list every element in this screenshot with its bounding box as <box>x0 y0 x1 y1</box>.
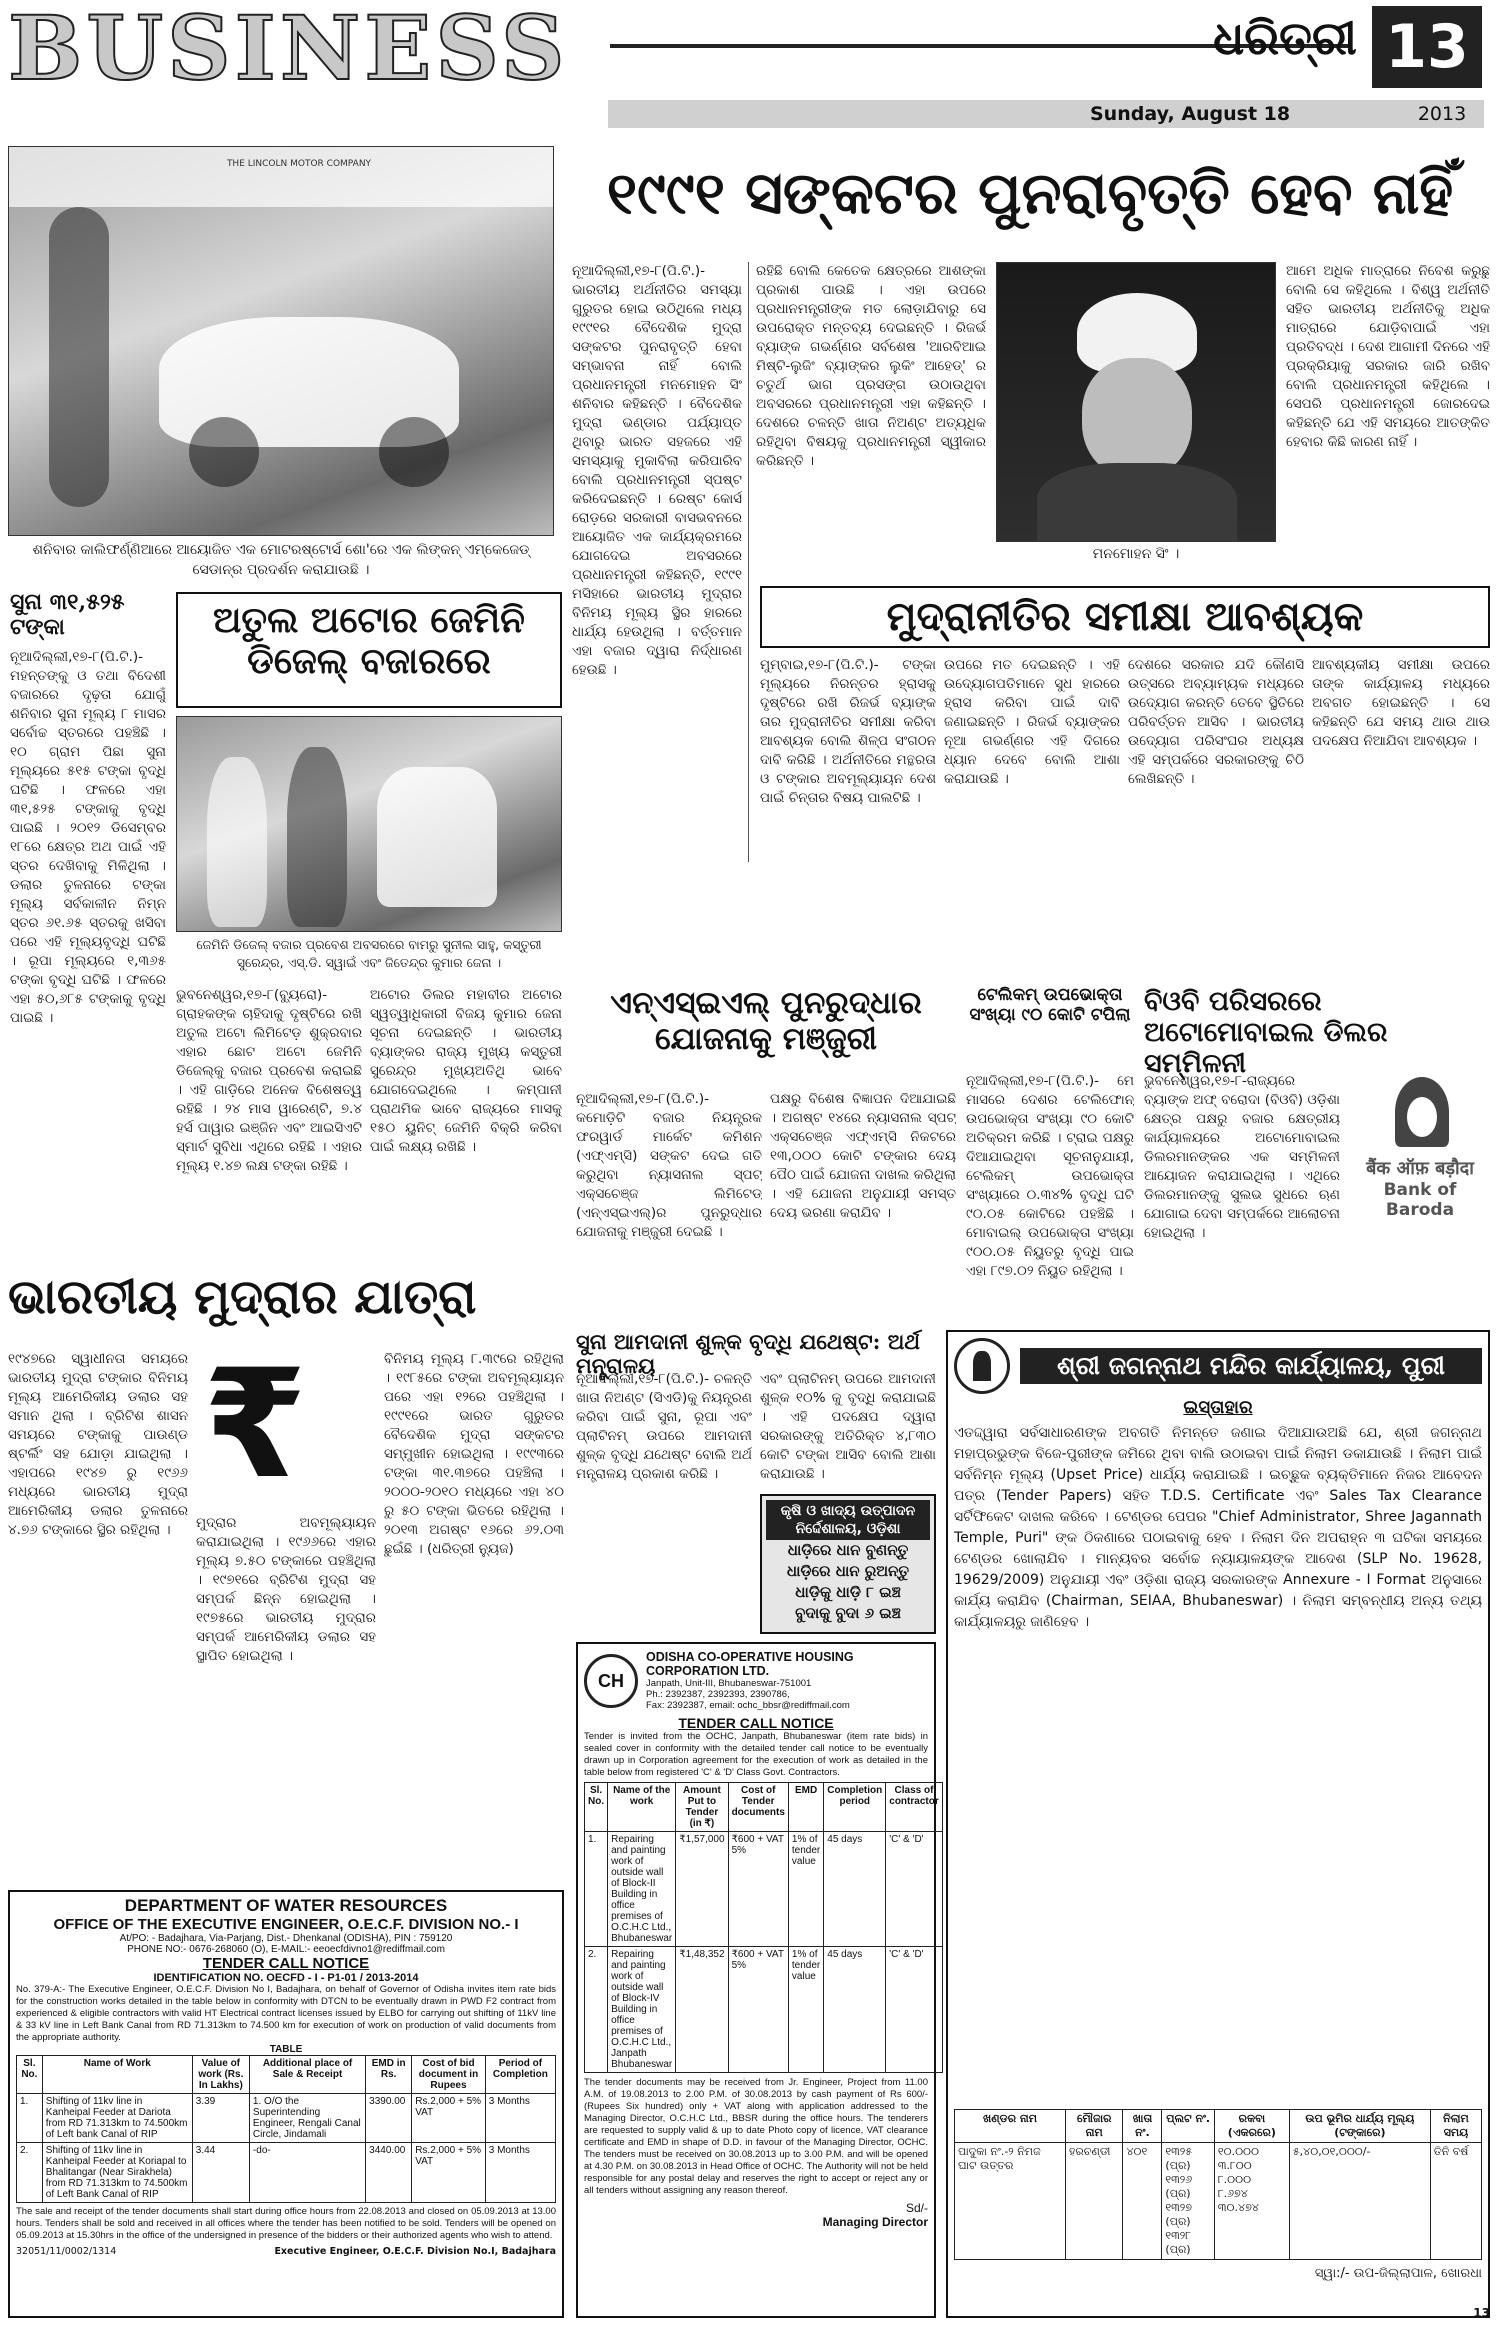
atul-launch-photo <box>176 716 562 932</box>
ohc-tender-notice <box>576 1642 939 2318</box>
table-row <box>955 2142 1482 2259</box>
ohc-logo-icon: CH <box>584 1654 638 1708</box>
dowr-address: At/PO: - Badajhara, Via-Parjang, Dist.- Dhenkanal (ODISHA), PIN : 759120 <box>119 1933 453 1944</box>
table-cell: 3.44 <box>192 2143 249 2203</box>
lead-col-3: ଆମେ ଅଧିକ ମାତ୍ରାରେ ନିବେଶ କରୁଛୁ ବୋଲି ସେ କହିଥିଲେ । ବିଶ୍ୱ ଅର୍ଥନୀତି ସହିତ ଭାରତୀୟ ଅର୍ଥନୀତିକୁ ଅଧିକ ମାତ୍ରାରେ ଯୋଡ଼ିବାପାଇଁ ଏହା ପ୍ରତିବଦ୍ଧ । ଦେଶ ଆଗାମୀ ଦିନରେ ଏହି ପ୍ରକ୍ରିୟାକୁ ସରକାର ଜାରି ରଖିବ ବୋଲି ପ୍ରଧାନମନ୍ତ୍ରୀ କହିଥିଲେ । ସେପରି ପ୍ରଧାନମନ୍ତ୍ରୀ ଜୋରଦେଇ କହିଛନ୍ତି ଯେ ଏହି ସମୟରେ ଆତଙ୍କିତ ହେବାର କିଛି କାରଣ ନାହିଁ । <box>1286 263 1490 450</box>
dowr-table <box>16 2055 556 2203</box>
bob-logo-icon <box>1365 1072 1475 1152</box>
lincoln-sign: THE LINCOLN MOTOR COMPANY <box>226 159 372 169</box>
nsel-col-2: ପକ୍ଷରୁ ବିଶେଷ ବିଜ୍ଞାପନ ଦିଆଯାଇଛି । ଅଗଷ୍ଟ ୧୪ରେ ନ୍ୟାସନାଲ ସ୍ପଟ୍ ଏକ୍ସଚେଞ୍ଜ ଏଫ୍‌ଏମ୍‌ସି ନିକଟରେ ୧୩,୦୦୦ କୋଟି ଟଙ୍କାର ଦେୟ ପୈଠ ପାଇଁ ଯୋଜନା ଦାଖଲ କରିଥିଲା । ଏହି ଯୋଜନା ଅନୁଯାୟୀ ସମସ୍ତ ଦେୟ ଭରଣା କରାଯିବ । <box>770 1091 956 1221</box>
table-cell: Shifting of 11kv line in Kanheipal Feeder at Koriapal to Bhalitangar (Near Sirakhela) from RD 71.313km to 74.500km of Left Bank Canal of RIP <box>42 2143 192 2203</box>
table-cell: ତିନି ବର୍ଷ <box>1430 2142 1481 2259</box>
date-bar <box>608 100 1484 128</box>
ohc-sign-2: Managing Director <box>822 2215 928 2229</box>
ohc-th: Amount Put to Tender (in ₹) <box>676 1783 728 1832</box>
table-cell: Repairing and painting work of outside wall of Block-IV Building in office premises of O.C.H.C Ltd., Janpath Bhubaneswar <box>608 1947 676 2073</box>
policy-headline: ମୁଦ୍ରାନୀତିର ସମୀକ୍ଷା ଆବଶ୍ୟକ <box>760 586 1490 648</box>
table-cell: ୫,୪୦,୦୧,୦୦୦/- <box>1289 2142 1430 2259</box>
bob-logo-block <box>1350 1072 1490 1232</box>
table-cell: Shifting of 11kv line in Kanheipal Feeder at Dariota from RD 71.313km to 74.500km of Left bank Canal of RIP <box>42 2094 192 2143</box>
table-row <box>585 1947 943 2073</box>
atul-col-1: ଭୁବନେଶ୍ୱର,୧୭-୮(ବ୍ୟୁରୋ)- ଗ୍ରାହକଙ୍କ ଚାହିଦାକୁ ଦୃଷ୍ଟିରେ ରଖି ଅତୁଲ ଅଟୋ ଲିମିଟେଡ଼ ଶୁକ୍ରବାର ଏହାର ଛୋଟ ଅଟୋ ଜେମିନି ଡିଜେଲ୍‌କୁ ବଜାର ପ୍ରବେଶ କରାଇଛି । ଏହି ଗାଡ଼ିରେ ଅନେକ ବିଶେଷତ୍ୱ ରହିଛି । ୨୪ ମାସ ୱାରେଣ୍ଟି, ୭.୪ ହର୍ସ ପାୱାର ଇଞ୍ଜିନ ଏବଂ ଆଇସିଏଟି ସ୍ମାର୍ଟ ସୁବିଧା ଏଥିରେ ରହିଛି । ଏହାର ମୂଲ୍ୟ ୧.୪୭ ଲକ୍ଷ ଟଙ୍କା ରହିଛି । <box>176 987 362 1174</box>
table-cell: 3440.00 <box>366 2143 412 2203</box>
temple-emblem-icon <box>954 1338 1010 1394</box>
gold-body: ନୂଆଦିଲ୍ଲୀ,୧୭-୮(ପି.ଟି.)- ମହନ୍ତଙ୍କୁ ଓ ତଥା ବିଦେଶୀ ବଜାରରେ ଦୃଢ଼ତା ଯୋଗୁଁ ଶନିବାର ସୁନା ମୂଲ୍ୟ ୮ ମାସର ସର୍ବୋଚ୍ଚ ସ୍ତରରେ ପହଞ୍ଚିଛି । ୧୦ ଗ୍ରାମ ପିଛା ସୁନା ମୂଲ୍ୟରେ ୫୧୫ ଟଙ୍କା ବୃଦ୍ଧି ଘଟିଛି । ଫଳରେ ଏହା ୩୧,୫୨୫ ଟଙ୍କାକୁ ବୃଦ୍ଧି ପାଇଛି । ୨୦୧୨ ଡିସେମ୍ବର ୧୮ରେ କ୍ଷେତ୍ର ଅଥ ପାଇଁ ଏହି ସ୍ତର ଦେଖିବାକୁ ମିଳିଥିଲା । ଡଲାର ତୁଳନାରେ ଟଙ୍କା ମୂଲ୍ୟ ସର୍ବକାଳୀନ ନିମ୍ନ ସ୍ତର ୬୧.୬୫ ସ୍ତରକୁ ଖସିବା ପରେ ଏହି ମୂଲ୍ୟବୃଦ୍ଧି ଘଟିଛି । ରୂପା ମୂଲ୍ୟରେ ୧,୩୬୫ ଟଙ୍କା ବୃଦ୍ଧି ଘଟିଛି । ଫଳରେ ଏହା ୫୦,୬୮୫ ଟଙ୍କାକୁ ବୃଦ୍ଧି ପାଇଛି । <box>10 649 166 1026</box>
table-cell: ₹600 + VAT 5% <box>728 1947 788 2073</box>
temple-th: ନିଲାମ ସମୟ <box>1430 2109 1481 2142</box>
table-cell: ୧୩୨୫ (ପ୍ର) ୧୩୨୬ (ପ୍ର) ୧୩୨୭ (ପ୍ର) ୧୩୨୮ (ପ୍ର) <box>1162 2142 1214 2259</box>
agri-line: ବୁଦାକୁ ବୁଦା ୬ ଇଞ୍ଚ <box>795 1604 901 1622</box>
dowr-signature: Executive Engineer, O.E.C.F. Division No.I, Badajhara <box>274 2246 556 2257</box>
dowr-tender-notice <box>8 1890 564 2318</box>
temple-headline: ଶ୍ରୀ ଜଗନ୍ନାଥ ମନ୍ଦିର କାର୍ଯ୍ୟାଳୟ, ପୁରୀ <box>1020 1348 1482 1385</box>
dowr-th: Cost of bid document in Rupees <box>412 2056 486 2094</box>
gold-duty-col-2: ଏବଂ ପ୍ଲାଟିନମ୍ ଉପରେ ଆମଦାନୀ ଶୁଳ୍କ ୧୦% କୁ ବୃଦ୍ଧି କରାଯାଇଛି । ଏହି ପଦକ୍ଷେପ ଦ୍ୱାରା ସରକାରଙ୍କୁ ଅତିରିକ୍ତ ୪,୮୩୦ କୋଟି ଟଙ୍କା ଆସିବ ବୋଲି ଆଶା କରାଯାଉଛି । <box>760 1371 936 1482</box>
agri-line: ଧାଡ଼ିକୁ ଧାଡ଼ି ୮ ଇଞ୍ଚ <box>795 1583 901 1601</box>
ohc-org: ODISHA CO-OPERATIVE HOUSING CORPORATION LTD. <box>646 1650 854 1678</box>
lead-col-2: ରହିଛି ବୋଲି କେତେକ କ୍ଷେତ୍ରରେ ଆଶଙ୍କା ପ୍ରକାଶ ପାଉଛି । ଏହା ଉପରେ ପ୍ରଧାନମନ୍ତ୍ରୀଙ୍କ ମତ ଲୋଡ଼ାଯିବାରୁ ସେ ଉପରୋକ୍ତ ମନ୍ତବ୍ୟ ଦେଇଛନ୍ତି । ରିଜର୍ଭ ବ୍ୟାଙ୍କ ଗଭର୍ଣ୍ଣର ସର୍ବଶେଷ 'ଆରବିଆଇ ମିଷ୍ଟି-ଲୁଜିଂ ବ୍ୟାଙ୍କର ଲୁକିଂ ଆହେଡ୍' ର ଚତୁର୍ଥ ଭାଗ ପ୍ରସଙ୍ଗ ଉଠାଉଥିବା ଅବସରରେ ପ୍ରଧାନମନ୍ତ୍ରୀ ଏହା କହିଛନ୍ତି । ଦେଶରେ ଚଳନ୍ତି ଖାତା ନିଅଣ୍ଟ ଅତ୍ୟଧିକ ରହିଥିବା ବିଷୟକୁ ପ୍ରଧାନମନ୍ତ୍ରୀ ସ୍ୱୀକାର କରିଛନ୍ତି । <box>756 263 986 469</box>
policy-col-4: ଆବଶ୍ୟକୀୟ ସମୀକ୍ଷା ଉପରେ ତାଙ୍କ କାର୍ଯ୍ୟାଳୟ ମଧ୍ୟରେ ଅବଗତ ହୋଇଛନ୍ତି । ସେ କହିଛନ୍ତି ଯେ ସମୟ ଥାଉ ଥାଉ ପଦକ୍ଷେପ ନିଆଯିବା ଆବଶ୍ୟକ । <box>1312 657 1490 749</box>
atul-photo-caption: ଜେମିନି ଡିଜେଲ୍ ବଜାର ପ୍ରବେଶ ଅବସରରେ ବାମରୁ ସୁନୀଲ ସାହୁ, କସ୍ତୁରୀ ସୁରେନ୍ଦ୍ର, ଏସ୍.ଡି. ସ୍ୱାଇଁ ଏବଂ ଜିତେନ୍ଦ୍ର କୁମାର ଜେନା । <box>196 937 542 970</box>
manmohan-portrait <box>996 262 1276 542</box>
gold-headline: ସୁନା ୩୧,୫୨୫ ଟଙ୍କା <box>10 589 125 641</box>
ohc-table <box>584 1782 943 2073</box>
table-cell: ₹600 + VAT 5% <box>728 1832 788 1947</box>
dowr-ref: 32051/11/0002/1314 <box>16 2246 117 2257</box>
table-cell: 3.39 <box>192 2094 249 2143</box>
car-photo-caption: ଶନିବାର କାଲିଫର୍ଣ୍ଣିଆରେ ଆୟୋଜିତ ଏକ ମୋଟରଷ୍ଟୋର୍ସ ଶୋ'ରେ ଏକ ଲିଙ୍କନ୍ ଏମ୍‌କେଜେଡ୍ ସେଡାନ୍‌ର ପ୍ରଦର୍ଶନ କରାଯାଉଛି । <box>32 542 530 578</box>
dowr-dept: DEPARTMENT OF WATER RESOURCES <box>124 1896 448 1915</box>
temple-subhead: ଇସ୍ତାହାର <box>1183 1397 1253 1418</box>
atul-col-2: ଅଟୋର ଡିଲର ମହାବୀର ଅଟୋର ସ୍ୱତ୍ୱାଧିକାରୀ ବିଜୟ କୁମାର ଜେନା ସୂଚନା ଦେଇଛନ୍ତି । ଭାରତୀୟ ବ୍ୟାଙ୍କର ରାଜ୍ୟ ମୁଖ୍ୟ କସ୍ତୁରୀ ସୁରେନ୍ଦ୍ର ମୁଖ୍ୟଅତିଥି ଭାବେ ଯୋଗଦେଇଥିଲେ । କମ୍ପାନୀ ପ୍ରାଥମିକ ଭାବେ ରାଜ୍ୟରେ ମାସକୁ ୧୫୦ ୟୁନିଟ୍ ଜେମିନି ବିକ୍ରି କରିବା ପାଇଁ ଲକ୍ଷ୍ୟ ରଖିଛି । <box>370 987 562 1155</box>
rupee-symbol-icon: ₹ <box>202 1338 308 1512</box>
nsel-headline: ଏନ୍‌ଏସ୍‌ଇଏଲ୍ ପୁନରୁଦ୍ଧାର ଯୋଜନାକୁ ମଞ୍ଜୁରୀ <box>610 985 922 1057</box>
policy-col-1: ମୁମ୍ବାଇ,୧୭-୮(ପି.ଟି.)- ଟଙ୍କା ମୂଲ୍ୟରେ ନିରନ୍ତର ହ୍ରାସକୁ ଦୃଷ୍ଟିରେ ରଖି ରିଜର୍ଭ ବ୍ୟାଙ୍କ ତାର ମୁଦ୍ରାନୀତିର ସମୀକ୍ଷା କରିବା ଆବଶ୍ୟକ ବୋଲି ଶିଳ୍ପ ସଂଗଠନ ଦାବି କରିଛି । ଅର୍ଥନୀତିରେ ମନ୍ଥରତା ଓ ଟଙ୍କାର ଅବମୂଲ୍ୟାୟନ ଦେଶ ପାଇଁ ଚିନ୍ତାର ବିଷୟ ପାଲଟିଛି । <box>760 657 936 806</box>
table-cell: 3390.00 <box>366 2094 412 2143</box>
temple-notice <box>946 1330 1490 2318</box>
table-cell: 2. <box>585 1947 608 2073</box>
agri-line: ଧାଡ଼ିରେ ଧାନ ରୁଅନ୍ତୁ <box>786 1562 910 1580</box>
bob-logo-english: Bank of Baroda <box>1383 1180 1457 1220</box>
portrait-caption: ମନମୋହନ ସିଂ । <box>1092 546 1180 562</box>
ohc-th: Sl. No. <box>585 1783 608 1832</box>
table-row <box>17 2094 556 2143</box>
telecom-body: ନୂଆଦିଲ୍ଲୀ,୧୭-୮(ପି.ଟି.)- ମେ ମାସରେ ଦେଶର ଟେଲିଫୋନ୍ ଉପଭୋକ୍ତା ସଂଖ୍ୟା ୯୦ କୋଟି ଅତିକ୍ରମ କରିଛି । ଟ୍ରାଇ ପକ୍ଷରୁ ଦିଆଯାଇଥିବା ସୂଚନାନୁଯାୟୀ, ଟେଲିକମ୍ ଉପଭୋକ୍ତା ସଂଖ୍ୟାରେ ୦.୩୪% ବୃଦ୍ଧି ଘଟି ୯୦.୦୫ କୋଟିରେ ପହଞ୍ଚିଛି । ମୋବାଇଲ୍ ଉପଭୋକ୍ତା ସଂଖ୍ୟା ୯୦୦.୦୫ ନିୟୁତରୁ ବୃଦ୍ଧି ପାଇ ଏହା ୮୯୭.୦୨ ନିୟୁତ ରହିଥିଲା । <box>966 1073 1134 1279</box>
ohc-intro: Tender is invited from the OCHC, Janpath, Bhubaneswar (item rate bids) in sealed cover in conformity with the detailed tender call notice to be eventually drawn up in Corporation agreement for the execution of work as detailed in the table below from registered 'C' & 'D' Class Govt. Contractors. <box>584 1731 928 1778</box>
rupee-col-2: ମୁଦ୍ରାର ଅବମୂଲ୍ୟାୟନ କରାଯାଇଥିଲା । ୧୯୬୬ରେ ଏହାର ମୂଲ୍ୟ ୭.୫୦ ଟଙ୍କାରେ ପହଞ୍ଚିଥିଲା । ୧୯୭୧ରେ ବ୍ରିଟିଶ ମୁଦ୍ରା ସହ ସମ୍ପର୍କ ଛିନ୍ନ ହୋଇଥିଲା । ୧୯୭୫ରେ ଭାରତୀୟ ମୁଦ୍ରାର ସମ୍ପର୍କ ଆମେରିକୀୟ ଡଲାର ସହ ସ୍ଥାପିତ ହୋଇଥିଲା । <box>196 1515 376 1664</box>
rupee-story-headline: ଭାରତୀୟ ମୁଦ୍ରାର ଯାତ୍ରା <box>8 1269 477 1325</box>
temple-body: ଏତଦ୍ଦ୍ୱାରା ସର୍ବସାଧାରଣଙ୍କ ଅବଗତି ନିମନ୍ତେ ଜଣାଇ ଦିଆଯାଉଅଛି ଯେ, ଶ୍ରୀ ଜଗନ୍ନାଥ ମହାପ୍ରଭୁଙ୍କ ବିଜେ-ପୁରୀଙ୍କ ଜମିରେ ଥିବା ବାଲି ଉଠାଇବା ପାଇଁ ନିଲାମ ଡକାଯାଉଛି । ନିଲାମ ପାଇଁ ସର୍ବନିମ୍ନ ମୂଲ୍ୟ (Upset Price) ଧାର୍ଯ୍ୟ କରାଯାଇଛି । ଇଚ୍ଛୁକ ବ୍ୟକ୍ତିମାନେ ନିଜର ଆବେଦନ ପତ୍ର (Tender Papers) ସହିତ T.D.S. Certificate ଏବଂ Sales Tax Clearance ସର୍ଟିଫିକେଟ ଦାଖଲ କରିବେ । ଟେଣ୍ଡର ପେପର "Chief Administrator, Shree Jagannath Temple, Puri" ଙ୍କ ଠିକଣାରେ ପଠାଇବାକୁ ହେବ । ନିଲାମ ଦିନ ଅପରାହ୍ନ ୩ ଘଟିକା ସମୟରେ ଟେଣ୍ଡର ଖୋଲାଯିବ । ମାନ୍ୟବର ସର୍ବୋଚ୍ଚ ନ୍ୟାୟାଳୟଙ୍କ ଆଦେଶ (SLP No. 19628, 19629/2009) ଅନୁଯାୟୀ ଏବଂ ଓଡ଼ିଶା ରାଜ୍ୟ ସରକାରଙ୍କ Annexure - I Format ଅନୁସାରେ କାର୍ଯ୍ୟ କରାଯିବ (Chairman, SEIAA, Bhubaneswar) । ନିଲାମ ସମ୍ବନ୍ଧୀୟ ଅନ୍ୟ ତଥ୍ୟ କାର୍ଯ୍ୟାଳୟରୁ ଜାଣିହେବ । <box>954 1424 1482 1630</box>
rupee-col-1: ୧୯୪୭ରେ ସ୍ୱାଧୀନତା ସମୟରେ ଭାରତୀୟ ମୁଦ୍ରା ଟଙ୍କାର ବିନିମୟ ମୂଲ୍ୟ ଆମେରିକୀୟ ଡଲାର ସହ ସମାନ ଥିଲା । ବ୍ରିଟିଶ ଶାସନ ସମୟରେ ଟଙ୍କାକୁ ପାଉଣ୍ଡ ଷ୍ଟର୍ଲିଂ ସହ ଯୋଡ଼ା ଯାଇଥିଲା । ଏହାପରେ ୧୯୪୭ ରୁ ୧୯୬୬ ମଧ୍ୟରେ ଭାରତୀୟ ମୁଦ୍ରା ଆମେରିକୀୟ ଡଲାର ତୁଳନାରେ ୪.୭୬ ଟଙ୍କାରେ ସ୍ଥିର ରହିଥିଲା । <box>8 1351 188 1538</box>
table-cell: Rs.2,000 + 5% VAT <box>412 2143 486 2203</box>
table-cell: 'C' & 'D' <box>886 1947 942 2073</box>
ohc-th: Completion period <box>824 1783 886 1832</box>
dowr-office: OFFICE OF THE EXECUTIVE ENGINEER, O.E.C.F. DIVISION NO.- I <box>53 1916 519 1933</box>
dowr-th: Sl. No. <box>17 2056 43 2094</box>
bob-headline: ବିଓବି ପରିସରରେ ଅଟୋମୋବାଇଲ ଡିଲର ସମ୍ମିଳନୀ <box>1144 986 1388 1080</box>
table-cell: 3 Months <box>485 2143 555 2203</box>
table-cell: 45 days <box>824 1947 886 2073</box>
gold-duty-col-1: ନୂଆଦିଲ୍ଲୀ,୧୭-୮(ପି.ଟି.)- ଚଳନ୍ତି ଖାତା ନିଅଣ୍ଟ (ସିଏଡି)କୁ ନିୟନ୍ତ୍ରଣ କରିବା ପାଇଁ ସୁନା, ରୂପା ଏବଂ ପ୍ଲାଟିନମ୍ ଉପରେ ଆମଦାନୀ ଶୁଳ୍କ ବୃଦ୍ଧି ଯଥେଷ୍ଟ ବୋଲି ଅର୍ଥ ମନ୍ତ୍ରାଳୟ ପ୍ରକାଶ କରିଛି । <box>576 1371 752 1482</box>
temple-th: ଉପ ଭୂମିର ଧାର୍ଯ୍ୟ ମୂଲ୍ୟ (ଟଙ୍କାରେ) <box>1289 2109 1430 2142</box>
table-cell: 3 Months <box>485 2094 555 2143</box>
ohc-fax: Fax: 2392387, email: ochc_bbsr@rediffmail.com <box>646 1700 850 1711</box>
ohc-th: Class of contractor <box>886 1783 942 1832</box>
table-cell: ୧୦.୦୦୦ ୩.୮୦୦ ୮.୦୦୦ ୮.୬୭୪ ୩୦.୪୭୪ <box>1214 2142 1289 2259</box>
table-cell: Rs.2,000 + 5% VAT <box>412 2094 486 2143</box>
table-cell: 1. <box>17 2094 43 2143</box>
atul-headline: ଅତୁଲ ଅଟୋର ଜେମିନି ଡିଜେଲ୍ ବଜାରରେ <box>176 592 562 708</box>
paper-logo: ଧରିତ୍ରୀ <box>1213 11 1357 65</box>
temple-th: ମୌଜାର ନାମ <box>1065 2109 1123 2142</box>
table-cell: ପାଦୁକା ନଂ.-୨ ନିମଜ ଘାଟ ଉତ୍ତର <box>955 2142 1066 2259</box>
table-cell: -do- <box>249 2143 365 2203</box>
table-cell: 1% of tender value <box>788 1947 823 2073</box>
dowr-th: Value of work (Rs. In Lakhs) <box>192 2056 249 2094</box>
table-cell: 1. <box>585 1832 608 1947</box>
temple-th: ପ୍ଲଟ ନଂ. <box>1162 2109 1214 2142</box>
telecom-headline: ଟେଲିକମ୍ ଉପଭୋକ୍ତା ସଂଖ୍ୟା ୯୦ କୋଟି ଟପିଲା <box>969 985 1131 1025</box>
page-number: 13 <box>1372 6 1482 88</box>
ohc-th: Name of the work <box>608 1783 676 1832</box>
nsel-col-1: ନୂଆଦିଲ୍ଲୀ,୧୭-୮(ପି.ଟି.)- କମୋଡ଼ିଟି ବଜାର ନିୟନ୍ତ୍ରକ ଫରୱାର୍ଡ ମାର୍କେଟ କମିଶନ (ଏଫ୍‌ଏମ୍‌ସି) ସଙ୍କଟ ଦେଇ ଗତି କରୁଥିବା ନ୍ୟାସନାଲ ସ୍ପଟ୍ ଏକ୍ସଚେଞ୍ଜ ଲିମିଟେଡ୍ (ଏନ୍‌ଏସ୍‌ଇଏଲ୍)ର ପୁନରୁଦ୍ଧାର ଯୋଜନାକୁ ମଞ୍ଜୁରୀ ଦେଇଛି । <box>576 1091 762 1240</box>
dowr-th: Additional place of Sale & Receipt <box>249 2056 365 2094</box>
table-cell: 1. O/O the Superintending Engineer, Rengali Canal Circle, Jindamali <box>249 2094 365 2143</box>
ohc-sign-1: Sd/- <box>905 2201 928 2215</box>
dowr-phone: PHONE NO:- 0676-268060 (O), E-MAIL:- eeoecfdivno1@rediffmail.com <box>127 1944 445 1955</box>
ohc-address: Janpath, Unit-III, Bhubaneswar-751001 <box>646 1678 812 1689</box>
table-row <box>17 2143 556 2203</box>
bob-body: ଭୁବନେଶ୍ୱର,୧୭-୮-ରାଜ୍ୟରେ ବ୍ୟାଙ୍କ ଅଫ୍ ବରୋଦା (ବିଓବି) ଓଡ଼ିଶା କ୍ଷେତ୍ର ପକ୍ଷରୁ ବଜାର କ୍ଷେତ୍ରୀୟ କାର୍ଯ୍ୟାଳୟରେ ଅଟୋମୋବାଇଲ ଡିଲରମାନଙ୍କର ଏକ ସମ୍ମିଳନୀ ଆୟୋଜନ କରାଯାଇଥିଲା । ଏଥିରେ ଡିଲରମାନଙ୍କୁ ସୁଲଭ ସୁଧରେ ଋଣ ଯୋଗାଇ ଦେବା ସମ୍ପର୍କରେ ଆଲୋଚନା ହୋଇଥିଲା । <box>1144 1073 1340 1241</box>
ohc-th: EMD <box>788 1783 823 1832</box>
gold-duty-headline: ସୁନା ଆମଦାନୀ ଶୁଳ୍କ ବୃଦ୍ଧି ଯଥେଷ୍ଟ: ଅର୍ଥ ମନ୍ତ୍ରାଳୟ <box>576 1329 921 1379</box>
ohc-terms: The tender documents may be received from Jr. Engineer, Project from 11.00 A.M. of 19.08.2013 to 2.00 P.M. of 30.08.2013 by cash payment of Rs 600/- (Rupees Six hundred) only + VAT along with application addressed to the Managing Director, O.C.H.C Ltd., BBSR during the office hours. The tenderers are requested to supply valid & up to date Photo copy of licence, VAT clearance certificate and EMD in shape of D.D. in favour of the Managing Director, OCHC. The tenders must be received on 30.08.2013 up to 3.00 P.M. and will be opened at 4.30 P.M. on 30.08.2013 in Head Office of OCHC. The Authority will not be held responsible for any postal delay and reserves the right to accept or reject any or all tenders without assigning any reason thereof. <box>584 2077 928 2196</box>
ohc-phone: Ph.: 2392387, 2392393, 2390786, <box>646 1689 790 1700</box>
table-cell: 1% of tender value <box>788 1832 823 1947</box>
bob-logo-hindi: बैंक ऑफ़ बड़ौदा <box>1366 1158 1474 1179</box>
policy-col-3: ଦେଶରେ ସରକାର ଯଦି କୌଣସି ଉତ୍ସରେ ଅବ୍ୟାମ୍ୟକ ମଧ୍ୟରେ ଉଦ୍ୟୋଗ କରନ୍ତି ତେବେ ସ୍ଥିତିରେ ପରିବର୍ତ୍ତନ ଆସିବ । ଭାରତୀୟ ଉଦ୍ୟୋଗ ପରିସଂଘର ଅଧ୍ୟକ୍ଷ ଏହି ସମ୍ପର୍କରେ ସରକାରଙ୍କୁ ଚିଠି ଲେଖିଛନ୍ତି । <box>1128 657 1304 787</box>
table-cell: 45 days <box>824 1832 886 1947</box>
dowr-intro: No. 379-A:- The Executive Engineer, O.E.C.F. Division No I, Badajhara, on behalf of Governor of Odisha invites item rate bids for the construction works detailed in the table below in conformity with DTCN to be eventually drawn in PWD F2 contract from experienced & eligible contractors with valid HT Electrical contract licenses issued by ELBO for carrying out shifting of 11kV line & 33 kV line in Left Bank Canal from RD 71.313km to 74.500 km for execution of work on production of valid documents from the appropriate authority. <box>16 1984 556 2043</box>
temple-th: ଖାତା ନଂ. <box>1123 2109 1162 2142</box>
dowr-terms: The sale and receipt of the tender documents shall start during office hours from 22.08.2013 and closed on 05.09.2013 at 13.00 hours. Tenders shall be sold and received in all offices where the tender has been notified to be sold. Tenders will be opened on 05.09.2013 at 15.30hrs in the office of the undersigned in presence of the bidders or their authorized agents who wish to attend. <box>16 2206 556 2241</box>
section-title: BUSINESS <box>8 0 569 100</box>
table-cell: 'C' & 'D' <box>886 1832 942 1947</box>
agri-advert <box>760 1494 936 1634</box>
car-show-photo <box>8 146 554 536</box>
table-cell: ₹1,57,000 <box>676 1832 728 1947</box>
table-cell: Repairing and painting work of outside wall of Block-II Building in office premises of O.C.H.C Ltd., Bhubaneswar <box>608 1832 676 1947</box>
temple-th: ଖଣ୍ଡର ନାମ <box>955 2109 1066 2142</box>
table-row <box>585 1832 943 1947</box>
lead-col-1: ନୂଆଦିଲ୍ଲୀ,୧୭-୮(ପି.ଟି.)- ଭାରତୀୟ ଅର୍ଥନୀତିର ସମସ୍ୟା ଗୁରୁତର ହୋଇ ଉଠିଥିଲେ ମଧ୍ୟ ୧୯୯୧ର ବୈଦେଶିକ ମୁଦ୍ରା ସଙ୍କଟର ପୁନରାବୃତ୍ତି ହେବା ସମ୍ଭାବନା ନାହିଁ ବୋଲି ପ୍ରଧାନମନ୍ତ୍ରୀ ମନମୋହନ ସିଂ ଶନିବାର କହିଛନ୍ତି । ବୈଦେଶିକ ମୁଦ୍ରା ଭଣ୍ଡାର ପର୍ଯ୍ୟାପ୍ତ ଥିବାରୁ ଭାରତ ସହଜରେ ଏହି ସମସ୍ୟାକୁ ମୁକାବିଲା କରିପାରିବ ବୋଲି ପ୍ରଧାନମନ୍ତ୍ରୀ ସ୍ପଷ୍ଟ କରିଦେଇଛନ୍ତି । ରେଷ୍ଟ କୋର୍ସ ରୋଡ଼ରେ ସରକାରୀ ବାସଭବନରେ ଆୟୋଜିତ ଏକ କାର୍ଯ୍ୟକ୍ରମରେ ଯୋଗଦେଇ ଅବସରରେ ପ୍ରଧାନମନ୍ତ୍ରୀ କହିଛନ୍ତି, ୧୯୯୧ ମସିହାରେ ଭାରତୀୟ ମୁଦ୍ରାର ବିନିମୟ ମୂଲ୍ୟ ସ୍ଥିର ହାରରେ ଧାର୍ଯ୍ୟ ହେଉଥିଲା । ବର୍ତ୍ତମାନ ଏହା ବଜାର ଦ୍ୱାରା ନିର୍ଦ୍ଧାରଣ ହେଉଛି । <box>572 263 742 678</box>
table-cell: ହରଚଣ୍ଡୀ <box>1065 2142 1123 2259</box>
issue-date: Sunday, August 18 <box>1090 103 1291 125</box>
dowr-th: Name of Work <box>42 2056 192 2094</box>
dowr-ident: IDENTIFICATION NO. OECFD - I - P1-01 / 2013-2014 <box>153 1972 419 1984</box>
agri-title: କୃଷି ଓ ଖାଦ୍ୟ ଉତ୍ପାଦନ ନିର୍ଦ୍ଦେଶାଳୟ, ଓଡ଼ିଶା <box>766 1500 930 1540</box>
table-cell: 2. <box>17 2143 43 2203</box>
dowr-th: EMD in Rs. <box>366 2056 412 2094</box>
temple-signature: ସ୍ୱା:/- ଉପ-ଜିଲ୍ଲାପାଳ, ଖୋରଧା <box>1314 2265 1482 2281</box>
dowr-th: Period of Completion <box>485 2056 555 2094</box>
agri-line: ଧାଡ଼ିରେ ଧାନ ବୁଣନ୍ତୁ <box>787 1541 909 1559</box>
table-cell: ୪୦୧ <box>1123 2142 1162 2259</box>
temple-table <box>954 2109 1482 2260</box>
rupee-col-3: ବିନିମୟ ମୂଲ୍ୟ ୮.୩୯ରେ ରହିଥିଲା । ୧୯୮୫ରେ ଟଙ୍କା ଅବମୂଲ୍ୟାୟନ ପରେ ଏହା ୧୨ରେ ପହଞ୍ଚିଥିଲା । ୧୯୯୧ରେ ଭାରତ ଗୁରୁତର ବୈଦେଶିକ ମୁଦ୍ରା ସଙ୍କଟର ସମ୍ମୁଖୀନ ହୋଇଥିଲା । ୧୯୯୩ରେ ଟଙ୍କା ୩୧.୩୭ରେ ପହଞ୍ଚିଲା । ୨୦୦୦-୨୦୧୦ ମଧ୍ୟରେ ଏହା ୪୦ ରୁ ୫୦ ଟଙ୍କା ଭିତରେ ରହିଥିଲା । ୨୦୧୩ ଅଗଷ୍ଟ ୧୬ରେ ୬୨.୦୩ ଛୁଇଁଛି । (ଧରିତ୍ରୀ ନ୍ୟୁଜ) <box>384 1351 564 1557</box>
issue-year: 2013 <box>1417 103 1467 125</box>
policy-col-2: ଉପରେ ମତ ଦେଇଛନ୍ତି । ଏହି ଉଦ୍ୟୋଗପତିମାନେ ସୁଧ ହାରରେ ହ୍ରାସ କରିବା ପାଇଁ ଦାବି ଜଣାଇଛନ୍ତି । ରିଜର୍ଭ ବ୍ୟାଙ୍କର ନୂଆ ଗଭର୍ଣ୍ଣର ଏହି ଦିଗରେ ଧ୍ୟାନ ଦେବେ ବୋଲି ଆଶା କରାଯାଉଛି । <box>944 657 1120 787</box>
lead-headline: ୧୯୯୧ ସଙ୍କଟର ପୁନରାବୃତ୍ତି ହେବ ନାହିଁ <box>606 159 1454 227</box>
dowr-table-label: TABLE <box>269 2044 303 2055</box>
ohc-title: TENDER CALL NOTICE <box>678 1715 834 1731</box>
dowr-title: TENDER CALL NOTICE <box>202 1955 370 1972</box>
temple-th: ରକବା (ଏକରରେ) <box>1214 2109 1289 2142</box>
table-cell: ₹1,48,352 <box>676 1947 728 2073</box>
ohc-th: Cost of Tender documents <box>728 1783 788 1832</box>
footer-page-number: 13 <box>1473 2306 1490 2320</box>
